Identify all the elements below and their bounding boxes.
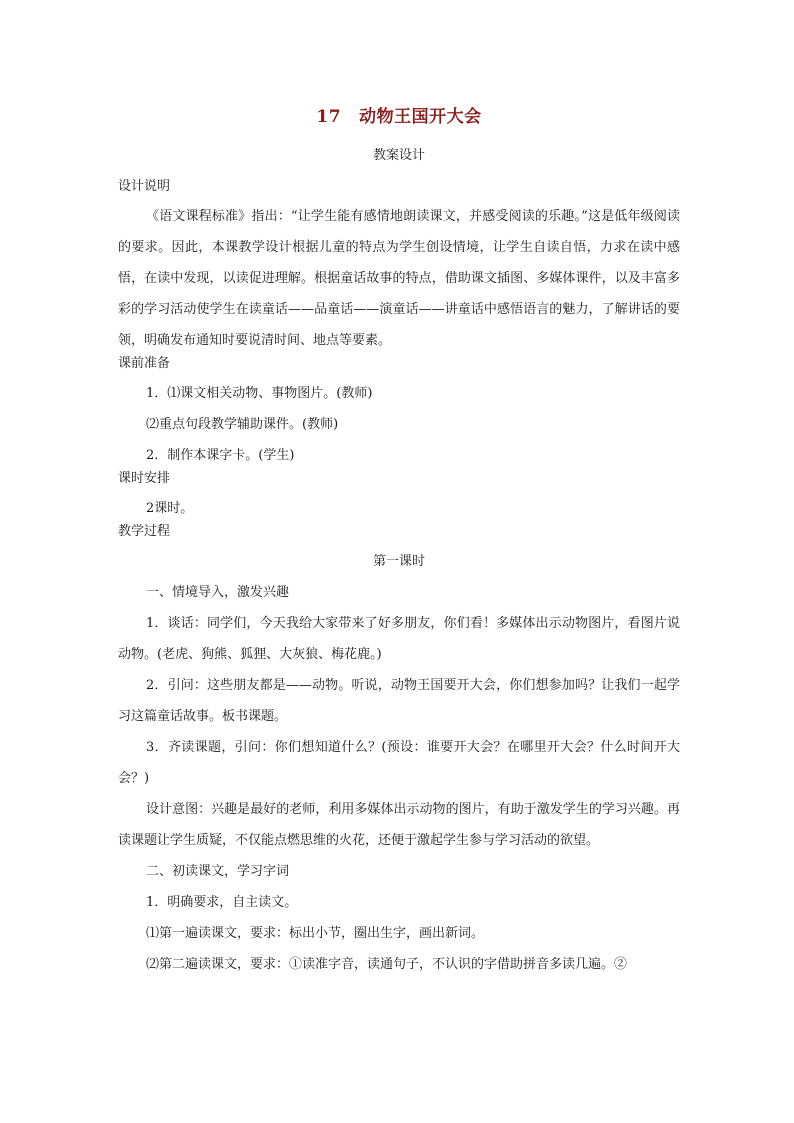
part-two-heading: 二、初读课文，学习字词 — [146, 864, 290, 879]
part-two-item: 1．明确要求，自主读文。 — [146, 895, 298, 910]
part-one-heading: 一、情境导入，激发兴趣 — [146, 585, 290, 600]
heading-schedule: 课时安排 — [118, 471, 171, 486]
prep-item: 1．⑴课文相关动物、事物图片。(教师) — [146, 386, 373, 401]
paragraph-design-note: 《语文课程标准》指出：“让学生能有感情地朗读课文，并感受阅读的乐趣。”这是低年级阅读的要求。因此，本课教学设计根据儿童的特点为学生创设情境，让学生自读自悟，力求在读中感悟，在读中发现，以读促进理解。根据童话故事的特点，借助课文插图、多媒体课件，以及丰富多彩的学习活动使学生在读童话——品童话——演童话——讲童话中感悟语言的魅力，了解讲话的要领，明确发布通知时要说清时间、地点等要素。 — [118, 209, 680, 348]
part-one-item: 3．齐读课题，引问：你们想知道什么？(预设：谁要开大会？在哪里开大会？什么时间开大会？) — [118, 740, 680, 786]
lesson-one-heading: 第一课时 — [372, 554, 425, 569]
part-one-item: 2．引问：这些朋友都是——动物。听说，动物王国要开大会，你们想参加吗？让我们一起学习这篇童话故事。板书课题。 — [118, 678, 680, 724]
lesson-title: 动物王国开大会 — [359, 107, 482, 127]
document-title — [118, 106, 680, 128]
heading-design-note: 设计说明 — [118, 179, 171, 194]
prep-item: ⑵重点句段教学辅助课件。(教师) — [146, 417, 339, 432]
document-page — [118, 100, 680, 980]
document-subtitle: 教案设计 — [372, 148, 425, 163]
heading-preparation: 课前准备 — [118, 356, 171, 371]
heading-process: 教学过程 — [118, 524, 171, 539]
part-one-item: 1．谈话：同学们，今天我给大家带来了好多朋友，你们看！多媒体出示动物图片，看图片说动物。(老虎、狗熊、狐狸、大灰狼、梅花鹿。) — [118, 616, 680, 662]
part-two-item: ⑵第二遍读课文，要求：①读准字音，读通句子，不认识的字借助拼音多读几遍。② — [146, 957, 628, 972]
design-intent-paragraph: 设计意图：兴趣是最好的老师，利用多媒体出示动物的图片，有助于激发学生的学习兴趣。再读课题让学生质疑，不仅能点燃思维的火花，还便于激起学生参与学习活动的欲望。 — [118, 802, 680, 848]
part-two-item: ⑴第一遍读课文，要求：标出小节，圈出生字，画出新词。 — [146, 926, 485, 941]
prep-item: 2．制作本课字卡。(学生) — [146, 448, 295, 463]
lesson-number: 17 — [316, 107, 342, 127]
schedule-text: 2课时。 — [146, 501, 194, 516]
